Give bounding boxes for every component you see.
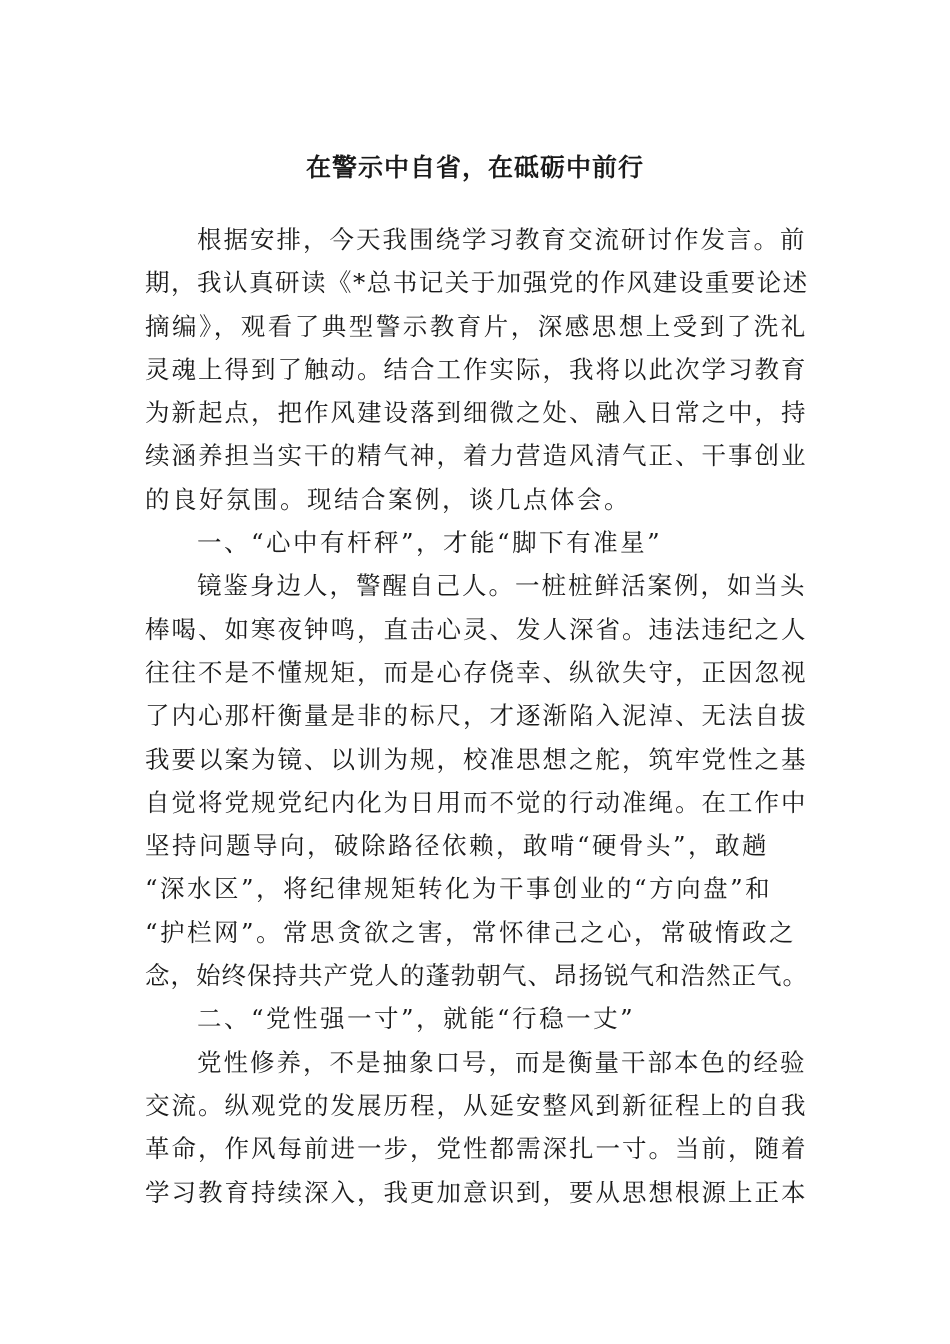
text-line: 摘编》，观看了典型警示教育片，深感思想上受到了洗礼	[145, 311, 808, 341]
document-body	[145, 218, 810, 1214]
text-line: 党性修养，不是抽象口号，而是衡量干部本色的经验	[197, 1047, 807, 1077]
text-line: 二、“党性强一寸”，就能“行稳一丈”	[197, 1004, 636, 1034]
text-line: 棒喝、如寒夜钟鸣，直击心灵、发人深省。违法违纪之人	[145, 614, 808, 644]
text-line: 往往不是不懂规矩，而是心存侥幸、纵欲失守，正因忽视	[145, 657, 808, 687]
text-line: 自觉将党规党纪内化为日用而不觉的行动准绳。在工作中	[145, 787, 808, 817]
text-line: 坚持问题导向，破除路径依赖，敢啃“硬骨头”，敢趟	[145, 831, 770, 861]
text-line: 的良好氛围。现结合案例，谈几点体会。	[145, 484, 631, 514]
text-line: 灵魂上得到了触动。结合工作实际，我将以此次学习教育	[145, 354, 808, 384]
text-line: 根据安排，今天我围绕学习教育交流研讨作发言。前	[197, 225, 807, 254]
text-line: 学习教育持续深入，我更加意识到，要从思想根源上正本	[145, 1177, 808, 1207]
text-line: 了内心那杆衡量是非的标尺，才逐渐陷入泥淖、无法自拔	[145, 701, 808, 731]
text-line: 我要以案为镜、以训为规，校准思想之舵，筑牢党性之基	[145, 744, 808, 774]
text-line: 期，我认真研读《*总书记关于加强党的作风建设重要论述	[145, 268, 809, 298]
text-line: 为新起点，把作风建设落到细微之处、融入日常之中，持	[145, 398, 808, 428]
text-line: 念，始终保持共产党人的蓬勃朝气、昂扬锐气和浩然正气。	[145, 961, 808, 991]
text-line: 革命，作风每前进一步，党性都需深扎一寸。当前，随着	[145, 1134, 808, 1164]
text-line: 交流。纵观党的发展历程，从延安整风到新征程上的自我	[145, 1090, 808, 1120]
text-line: 续涵养担当实干的精气神，着力营造风清气正、干事创业	[145, 441, 808, 471]
document-title: 在警示中自省，在砥砺中前行	[305, 153, 644, 182]
text-line: 镜鉴身边人，警醒自己人。一桩桩鲜活案例，如当头	[197, 571, 807, 601]
text-line: “深水区”，将纪律规矩转化为干事创业的“方向盘”和	[145, 874, 773, 904]
text-line: “护栏网”。常思贪欲之害，常怀律己之心，常破惰政之	[145, 917, 797, 947]
text-line: 一、“心中有杆秤”，才能“脚下有准星”	[197, 528, 663, 558]
